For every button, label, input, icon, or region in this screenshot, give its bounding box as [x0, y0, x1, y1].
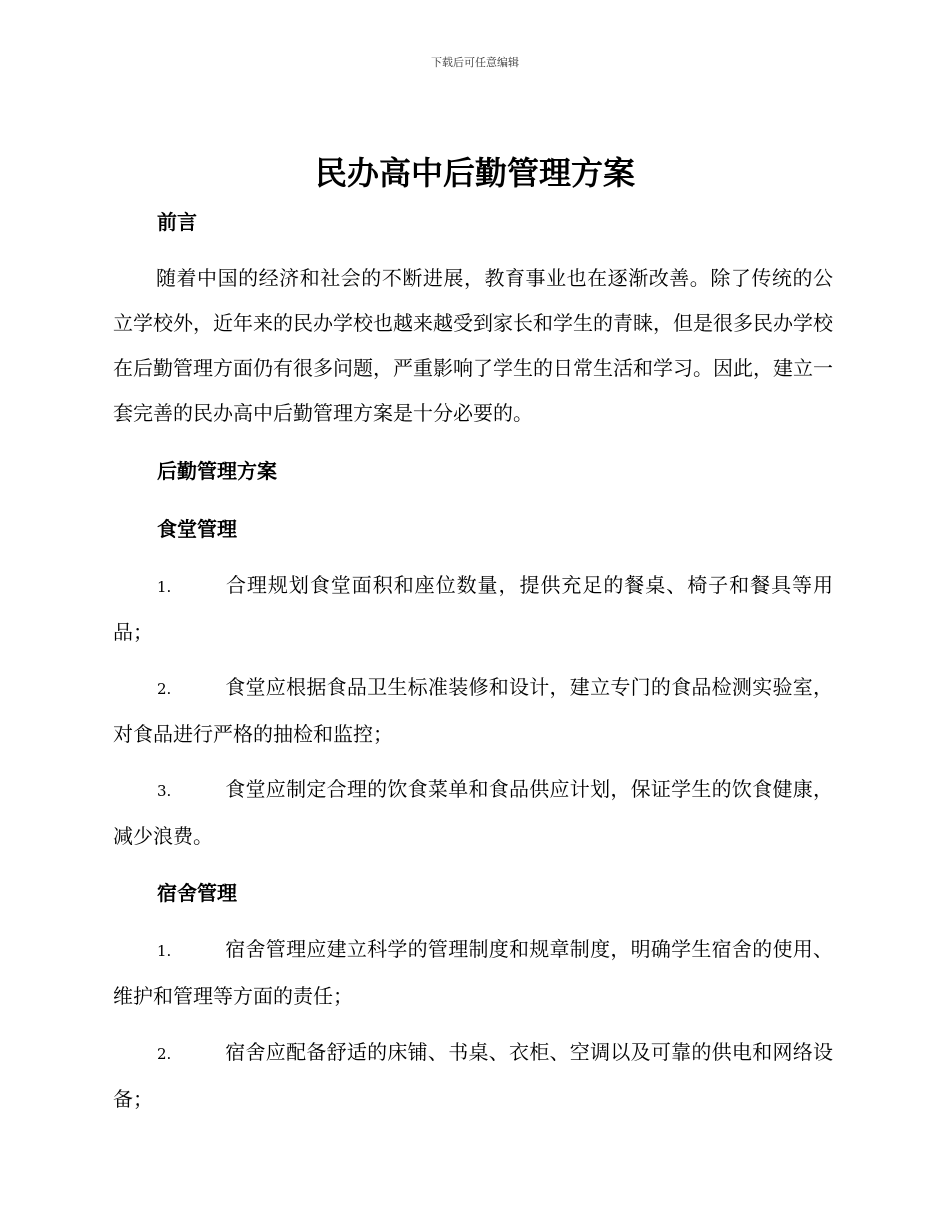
canteen-list-item [113, 665, 833, 757]
list-item-text: 食堂应制定合理的饮食菜单和食品供应计划，保证学生的饮食健康，减少浪费。 [113, 777, 833, 848]
heading-logistics-plan: 后勤管理方案 [157, 459, 277, 483]
list-item-text: 宿舍管理应建立科学的管理制度和规章制度，明确学生宿舍的使用、维护和管理等方面的责任； [113, 937, 833, 1008]
list-number: 2. [157, 1045, 172, 1063]
canteen-list-item [113, 563, 833, 655]
document-title: 民办高中后勤管理方案 [314, 154, 635, 192]
list-item-text: 宿舍应配备舒适的床铺、书桌、衣柜、空调以及可靠的供电和网络设备； [113, 1040, 833, 1111]
list-item-text: 合理规划食堂面积和座位数量，提供充足的餐桌、椅子和餐具等用品； [113, 573, 833, 644]
preface-paragraph: 随着中国的经济和社会的不断进展，教育事业也在逐渐改善。除了传统的公立学校外，近年来的民办学校也越来越受到家长和学生的青睐，但是很多民办学校在后勤管理方面仍有很多问题，严重影响了学生的日常生活和学习。因此，建立一套完善的民办高中后勤管理方案是十分必要的。 [113, 266, 833, 425]
list-number: 1. [157, 942, 172, 960]
page-header-note: 下载后可任意编辑 [431, 56, 519, 69]
dorm-list-item [113, 1030, 833, 1122]
heading-dorm-management: 宿舍管理 [157, 881, 237, 905]
canteen-list-item [113, 767, 833, 859]
dorm-list-item [113, 927, 833, 1019]
list-number: 3. [157, 782, 172, 800]
heading-canteen-management: 食堂管理 [157, 517, 237, 541]
heading-preface: 前言 [157, 210, 197, 234]
list-number: 2. [157, 680, 172, 698]
list-number: 1. [157, 578, 172, 596]
list-item-text: 食堂应根据食品卫生标准装修和设计，建立专门的食品检测实验室，对食品进行严格的抽检和监控； [113, 675, 833, 746]
